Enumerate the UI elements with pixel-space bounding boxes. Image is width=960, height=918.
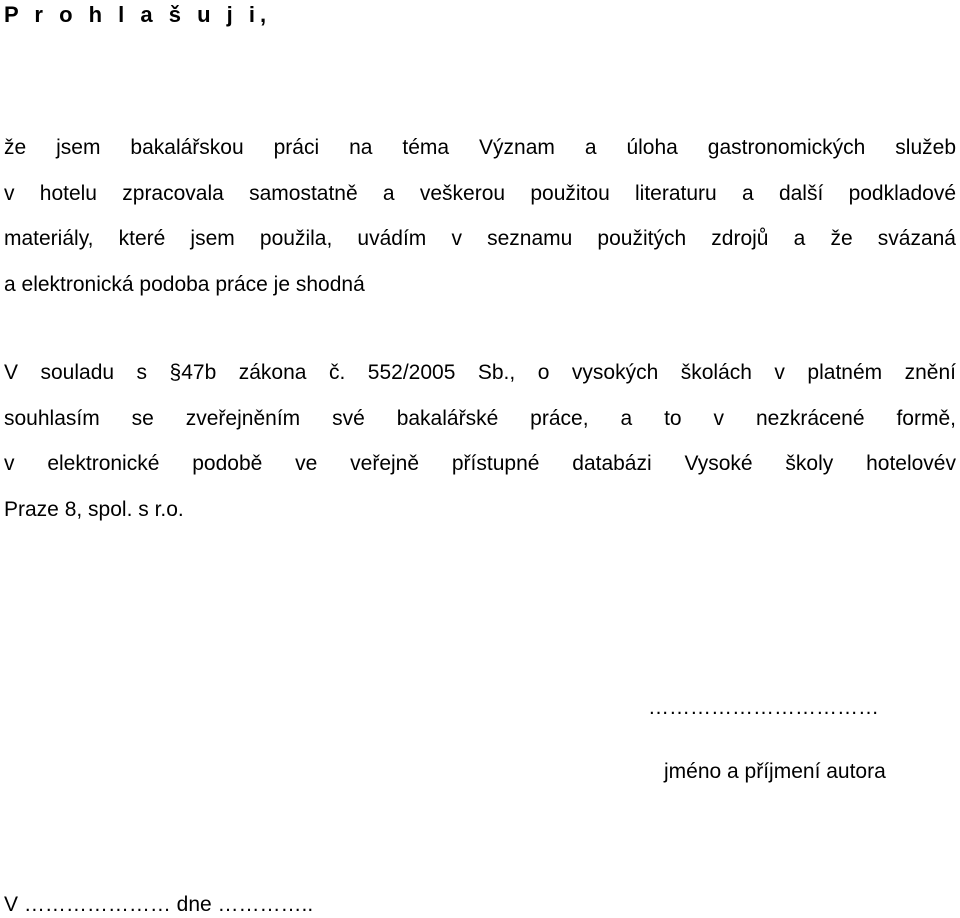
signature-label: jméno a příjmení autora [664, 760, 886, 783]
paragraph-line: v hotelu zpracovala samostatně a veškerou použitou literaturu a další podkladové [4, 181, 956, 205]
paragraph-line: že jsem bakalářskou práci na téma Význam a úloha gastronomických služeb [4, 136, 956, 159]
paragraph-line: Praze 8, spol. s r.o. [4, 497, 184, 521]
declaration-paragraph-publication [4, 350, 956, 532]
paragraph-line: v elektronické podobě ve veřejně přístupné databázi Vysoké školy hotelovév [4, 452, 956, 475]
declaration-paragraph-authorship [4, 125, 956, 307]
paragraph-line: souhlasím se zveřejněním své bakalářské práce, a to v nezkrácené formě, [4, 406, 956, 430]
paragraph-line: a elektronická podoba práce je shodná [4, 272, 365, 296]
paragraph-line: materiály, které jsem použila, uvádím v seznamu použitých zdrojů a že svázaná [4, 227, 956, 250]
declaration-heading: P r o h l a š u j i, [4, 2, 272, 27]
signature-line: …………………………… [648, 696, 879, 719]
place-date-line: V ………………… dne ………….. [4, 893, 314, 916]
paragraph-line: V souladu s §47b zákona č. 552/2005 Sb., o vysokých školách v platném znění [4, 361, 956, 384]
